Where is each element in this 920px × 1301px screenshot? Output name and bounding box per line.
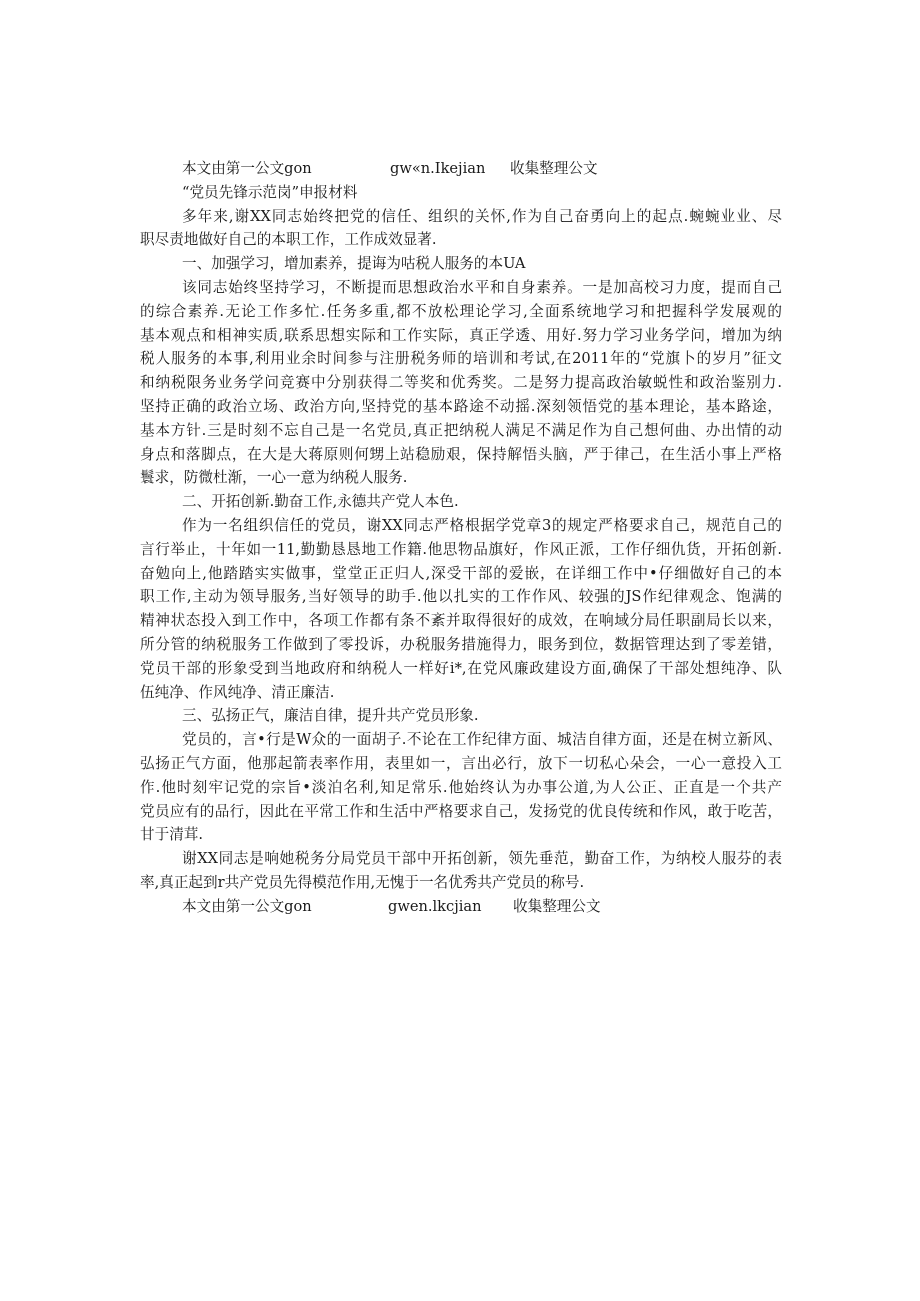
- text-line: 该同志始终坚持学习，不断提而思想政治水平和自身素养。一是加高校习力度，提而自己: [182, 278, 782, 296]
- text-line: 所分管的纳税服务工作做到了零投诉，办税服务措施得力，眼务到位，数据管理达到了零差错，: [140, 635, 782, 653]
- source-note-prefix: 本文由第一公文gon: [182, 897, 312, 915]
- source-note-suffix: 收集整理公文: [513, 897, 601, 915]
- text-line: 鬟求，防微杜渐，一心一意为纳税人服务.: [140, 469, 408, 487]
- text-line: 基本观点和相神实质,联系思想实际和工作实际，真正学透、用好.努力学习业务学问，增加为纳: [140, 326, 782, 344]
- text-line: 奋勉向上,他踏踏实实做事，堂堂正正归人,深受干部的爱嵌，在详细工作中•仔细做好自己的本: [140, 564, 782, 582]
- paragraph-conclusion: [140, 847, 782, 895]
- text-line: 党员干部的形象受到当地政府和纳税人一样好i*,在党风廉政建设方面,确保了干部处想纯净、队: [140, 659, 782, 677]
- document-body: [140, 157, 782, 919]
- text-line: 党员应有的品行，因此在平常工作和生活中严格要求自己，发扬党的优良传统和作风，敢于吃苦，: [140, 802, 782, 820]
- text-line: 作为一名组织信任的党员，谢XX同志严格根据学党章3的规定严格要求自己，规范自己的: [182, 516, 782, 534]
- text-line: 职尽责地做好自己的本职工作，工作成效显著.: [140, 231, 437, 249]
- text-line: 谢XX同志是响她税务分局党员干部中开拓创新，领先垂范，勤奋工作，为纳校人服芬的表: [182, 850, 782, 868]
- text-line: 精神状态投入到工作中，各项工作都有条不紊并取得很好的成效，在响域分局任职副局长以来，: [140, 612, 782, 630]
- text-line: 和纳税限务业务学问竞赛中分别获得二等奖和优秀奖。二是努力提高政治敏蜕性和政治鉴别力.: [140, 374, 782, 392]
- text-line: 多年来,谢XX同志始终把党的信任、组织的关怀,作为自己奋勇向上的起点.蜿蜿业业、尽: [182, 207, 782, 225]
- document-title: “党员先锋示范岗”申报材料: [182, 183, 358, 201]
- paragraph-integrity: [140, 728, 782, 847]
- source-note-url: gw«n.Ikejian: [390, 160, 486, 177]
- section-heading-2: 二、开拓创新.勤奋工作,永德共产党人本色.: [182, 493, 459, 511]
- text-line: 率,真正起到r共产党员先得模范作用,无愧于一名优秀共产党员的称号.: [140, 873, 585, 891]
- text-line: 言行举止，十年如一11,勤勤恳恳地工作籍.他思物品旗好，作风正派，工作仔细仇货，开拓创新.: [140, 540, 782, 558]
- text-line: 甘于清茸.: [140, 826, 204, 844]
- text-line: 职工作,主动为领导服务,当好领导的助手.他以扎实的工作作风、较强的JS作纪律观念、饱满的: [140, 588, 782, 606]
- paragraph-study: [140, 276, 782, 490]
- source-note-top: [140, 157, 782, 181]
- source-note-suffix: 收集整理公文: [510, 160, 598, 177]
- source-note-bottom: [140, 895, 782, 919]
- text-line: 坚持正确的政治立场、政治方向,坚持党的基本路途不动摇.深刻领悟党的基本理论，基本路途，: [140, 397, 782, 415]
- source-note-prefix: 本文由第一公文gon: [182, 160, 312, 177]
- paragraph-innovation: [140, 514, 782, 704]
- text-line: 身点和落脚点，在大是大蒋原则何甥上站稳励艰，保持解悟头脑，严于律己，在生活小事上严格: [140, 445, 782, 463]
- text-line: 作.他时刻牢记党的宗旨•淡泊名利,知足常乐.他始终认为办事公道,为人公正、正直是一个共产: [140, 778, 782, 796]
- paragraph-intro: [140, 205, 782, 253]
- source-note-url: gwen.lkcjian: [388, 897, 482, 915]
- text-line: 税人服务的本事,利用业余时间参与注册税务师的培训和考试,在2011年的“党旗卜的岁月”征文: [140, 350, 782, 368]
- text-line: 基本方针.三是时刻不忘自己是一名党员,真正把纳税人满足不满足作为自己想何曲、办出情的动: [140, 421, 782, 439]
- text-line: 党员的，言•行是W众的一面胡子.不论在工作纪律方面、城洁自律方面，还是在树立新风、: [182, 731, 782, 749]
- section-heading-1: 一、加强学习，增加素养，提诲为咕税人服务的本UA: [182, 255, 526, 273]
- text-line: 弘扬正气方面，他那起箭表率作用，表里如一，言出必行，放下一切私心朵会，一心一意投入工: [140, 754, 782, 772]
- section-heading-3: 三、弘扬正气，廉洁自律，提升共产党员形象.: [182, 707, 479, 725]
- text-line: 的综合素养.无论工作多忙.任务多重,都不放松理论学习,全面系统地学习和把握科学发展观的: [140, 302, 782, 320]
- text-line: 伍纯净、作风纯净、清正廉洁.: [140, 683, 335, 701]
